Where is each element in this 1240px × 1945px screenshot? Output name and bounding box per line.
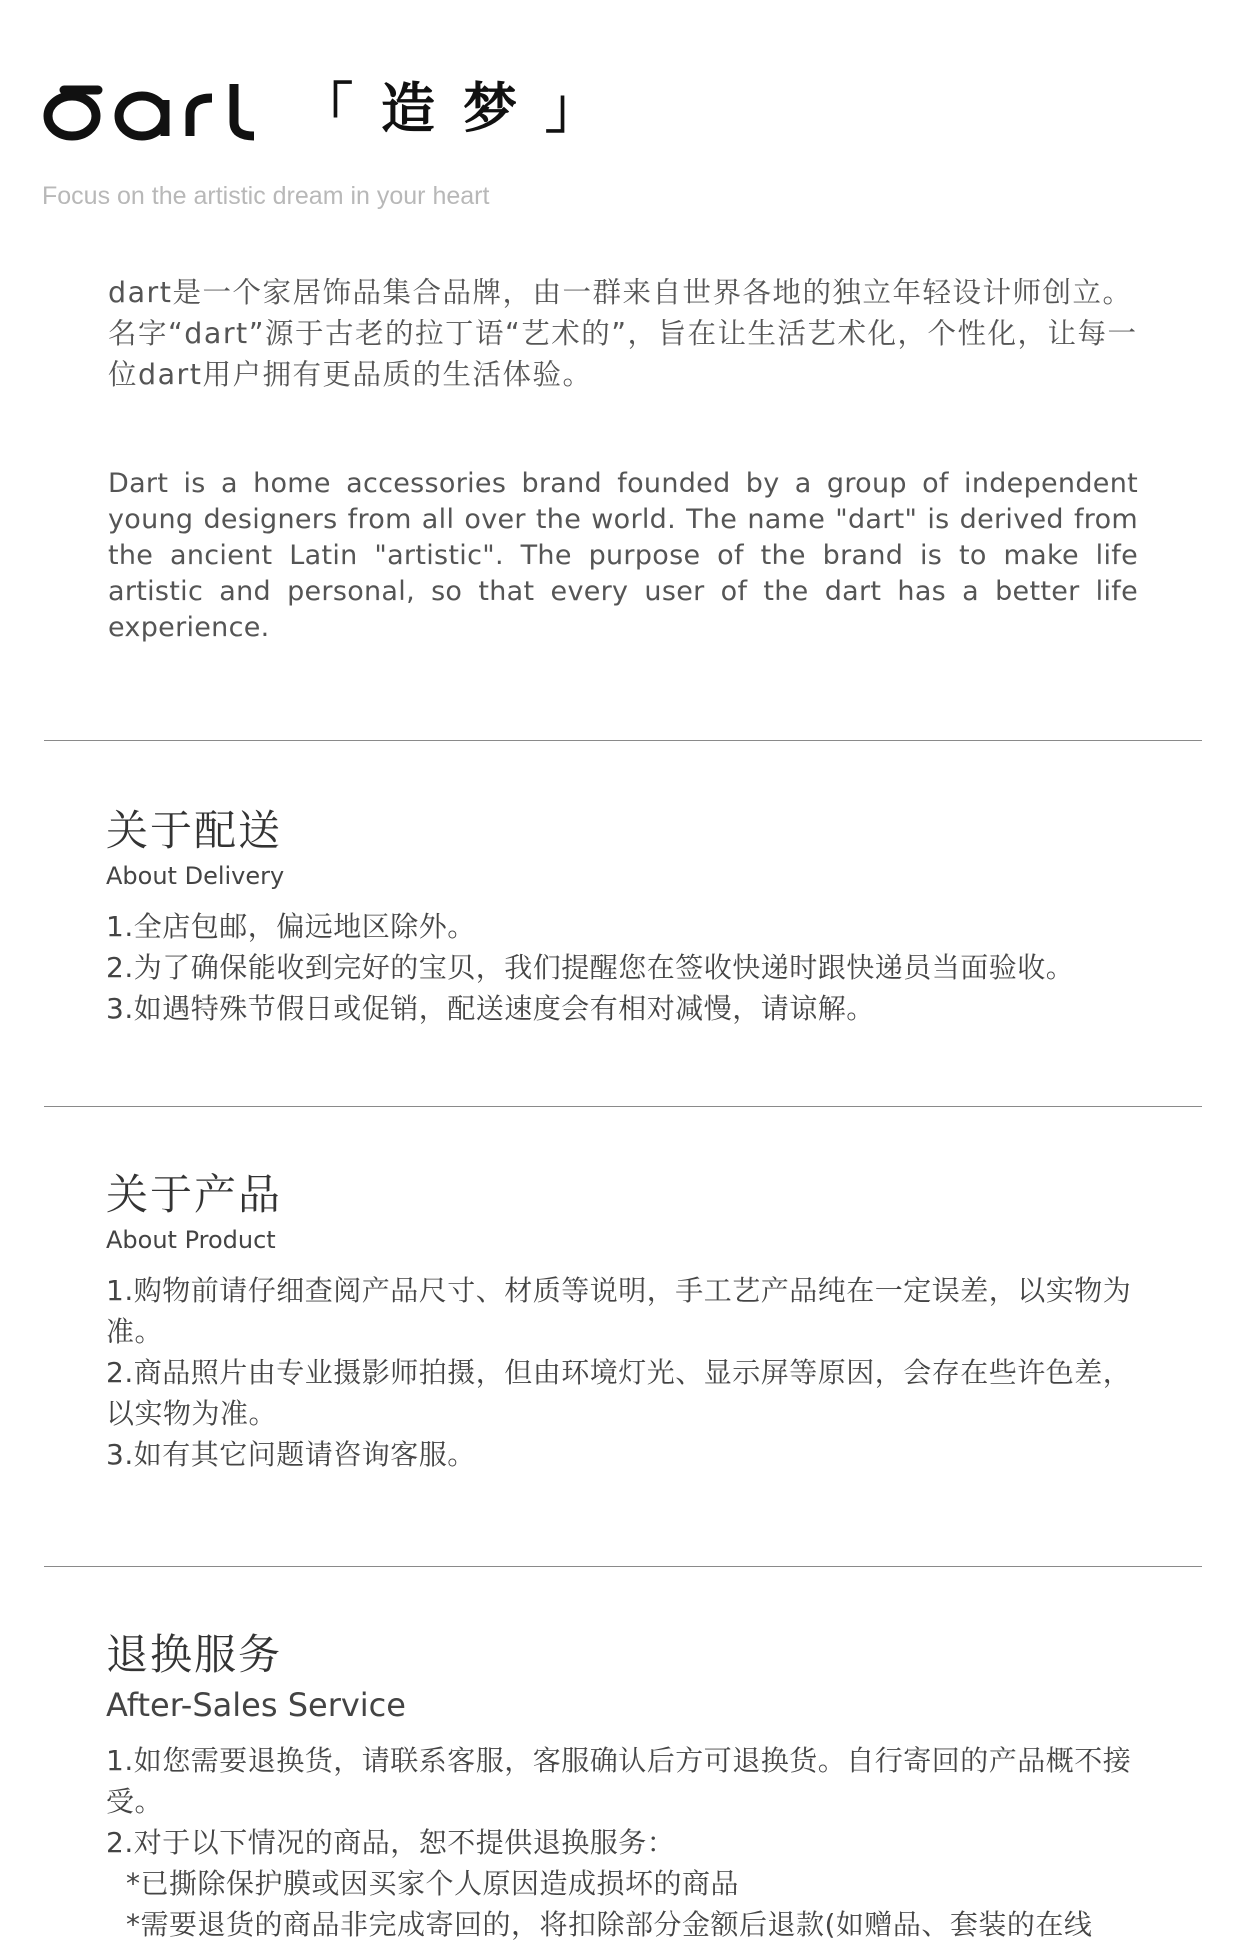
brand-tagline: Focus on the artistic dream in your heart (42, 182, 490, 210)
list-item: 2.为了确保能收到完好的宝贝，我们提醒您在签收快递时跟快递员当面验收。 (106, 951, 1075, 984)
delivery-section (106, 806, 1146, 1029)
dart-logo (42, 74, 257, 144)
after-sales-section (106, 1630, 1146, 1945)
list-item: 2.商品照片由专业摄影师拍摄，但由环境灯光、显示屏等原因，会存在些许色差，以实物为准。 (106, 1356, 1132, 1430)
brand-header (42, 74, 1192, 210)
product-section (106, 1170, 1146, 1475)
logo-row (42, 74, 1192, 144)
intro-english: Dart is a home accessories brand founded by a group of independent young designers from all over the world. The name "dart" is derived from the ancient Latin "artistic". The purpose of the brand is to make life artistic and personal, so that every user of the dart has a better life experience. (108, 468, 1138, 643)
list-item: 3.如有其它问题请咨询客服。 (106, 1438, 476, 1471)
section-items (106, 1270, 1146, 1475)
section-title: 关于产品 (106, 1170, 283, 1219)
list-item: 1.购物前请仔细查阅产品尺寸、材质等说明，手工艺产品纯在一定误差，以实物为准。 (106, 1274, 1132, 1348)
section-subtitle: About Delivery (106, 862, 285, 890)
divider (44, 1106, 1202, 1107)
list-item: 3.如遇特殊节假日或促销，配送速度会有相对减慢，请谅解。 (106, 992, 875, 1025)
divider (44, 740, 1202, 741)
section-title: 关于配送 (106, 806, 283, 855)
list-item: *已撕除保护膜或因买家个人原因造成损坏的商品 (126, 1867, 740, 1900)
list-item: 1.如您需要退换货，请联系客服，客服确认后方可退换货。自行寄回的产品概不接受。 (106, 1744, 1132, 1818)
divider (44, 1566, 1202, 1567)
list-item: *需要退货的商品非完成寄回的，将扣除部分金额后退款(如赠品、套装的在线 (126, 1908, 1093, 1941)
section-items (106, 1740, 1146, 1945)
section-title: 退换服务 (106, 1630, 283, 1679)
list-item: 2.对于以下情况的商品，恕不提供退换服务： (106, 1826, 676, 1859)
section-items (106, 906, 1146, 1029)
section-subtitle: After-Sales Service (106, 1686, 406, 1724)
list-item: 1.全店包邮，偏远地区除外。 (106, 910, 476, 943)
section-subtitle: About Product (106, 1226, 276, 1254)
intro-chinese: dart是一个家居饰品集合品牌，由一群来自世界各地的独立年轻设计师创立。名字“dart”源于古老的拉丁语“艺术的”，旨在让生活艺术化，个性化，让每一位dart用户拥有更品质的生活体验。 (108, 276, 1138, 391)
brand-slogan-title: 「造梦」 (299, 77, 627, 140)
